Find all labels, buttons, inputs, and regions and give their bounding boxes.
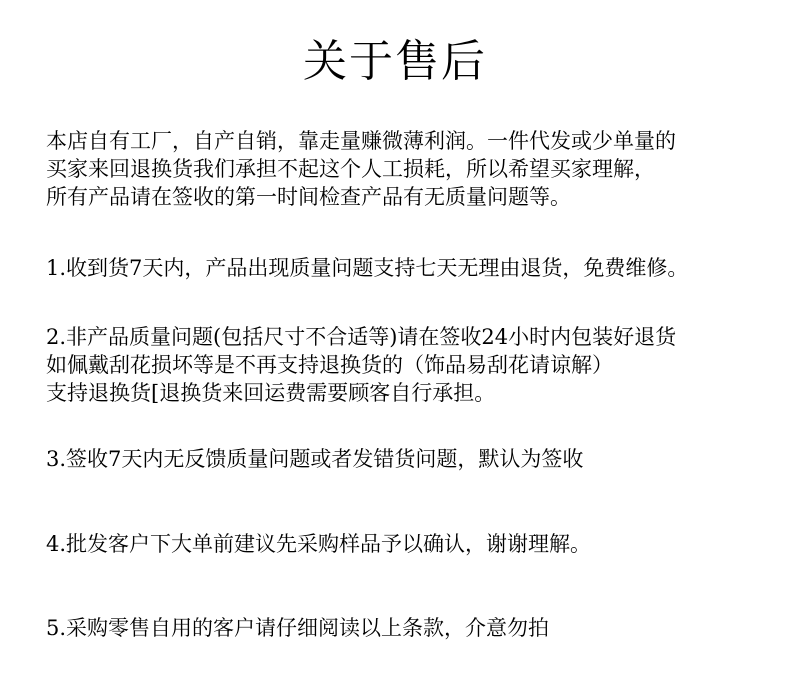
policy-line: 1.收到货7天内，产品出现质量问题支持七天无理由退货，免费维修。 <box>46 256 689 280</box>
policy-line: 如佩戴刮花损坏等是不再支持退换货的（饰品易刮花请谅解） <box>46 353 613 377</box>
page-title: 关于售后 <box>303 36 487 87</box>
policy-line: 2.非产品质量问题(包括尺寸不合适等)请在签收24小时内包装好退货 <box>46 325 677 349</box>
policy-item-3 <box>46 445 776 473</box>
intro-line: 本店自有工厂，自产自销，靠走量赚微薄利润。一件代发或少单量的 <box>46 129 676 153</box>
policy-item-1 <box>46 254 776 282</box>
policy-item-2 <box>46 323 776 407</box>
intro-paragraph <box>46 127 776 211</box>
policy-line: 5.采购零售自用的客户请仔细阅读以上条款，介意勿拍 <box>46 616 550 640</box>
policy-line: 支持退换货[退换货来回运费需要顾客自行承担。 <box>46 381 496 405</box>
policy-item-4 <box>46 530 776 558</box>
intro-line: 买家来回退换货我们承担不起这个人工损耗，所以希望买家理解， <box>46 157 655 181</box>
policy-line: 4.批发客户下大单前建议先采购样品予以确认，谢谢理解。 <box>46 532 592 556</box>
intro-line: 所有产品请在签收的第一时间检查产品有无质量问题等。 <box>46 185 571 209</box>
policy-item-5 <box>46 614 776 642</box>
policy-line: 3.签收7天内无反馈质量问题或者发错货问题，默认为签收 <box>46 447 584 471</box>
